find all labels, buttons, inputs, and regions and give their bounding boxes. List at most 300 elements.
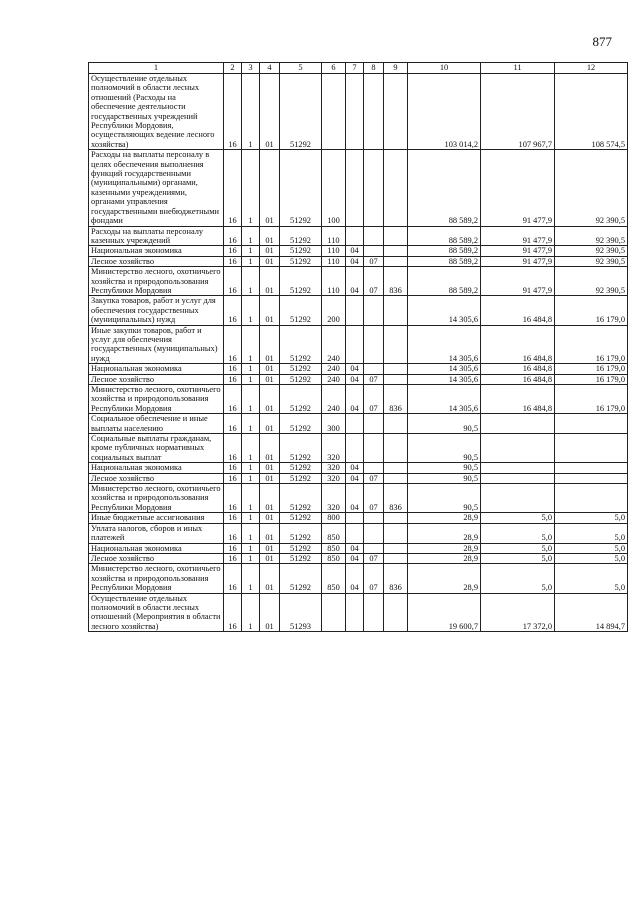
cell-amount-12: 92 390,5: [555, 267, 628, 296]
cell-code-6: 110: [322, 267, 346, 296]
cell-amount-11: 5,0: [481, 564, 555, 593]
cell-code-3: 1: [242, 364, 260, 374]
cell-code-6: 240: [322, 374, 346, 384]
cell-code-8: [364, 543, 384, 553]
col-header-6: 6: [322, 63, 346, 74]
table-row: [89, 374, 628, 384]
cell-amount-12: 5,0: [555, 513, 628, 523]
cell-code-4: 01: [260, 150, 280, 226]
cell-amount-12: [555, 434, 628, 463]
cell-code-9: [384, 414, 408, 434]
cell-code-7: 04: [346, 564, 364, 593]
cell-code-2: 16: [224, 593, 242, 632]
cell-code-7: [346, 523, 364, 543]
cell-amount-11: 16 484,8: [481, 296, 555, 325]
cell-name: Закупка товаров, работ и услуг для обеспечения государственных (муниципальных) нужд: [89, 296, 224, 325]
cell-code-9: [384, 593, 408, 632]
cell-code-4: 01: [260, 473, 280, 483]
cell-code-4: 01: [260, 296, 280, 325]
cell-code-3: 1: [242, 256, 260, 266]
cell-amount-11: 16 484,8: [481, 325, 555, 364]
table-body: [89, 74, 628, 632]
cell-code-6: 240: [322, 325, 346, 364]
cell-code-2: 16: [224, 296, 242, 325]
cell-code-2: 16: [224, 364, 242, 374]
cell-amount-10: 28,9: [408, 553, 481, 563]
cell-name: Иные бюджетные ассигнования: [89, 513, 224, 523]
cell-code-9: [384, 543, 408, 553]
cell-code-6: 800: [322, 513, 346, 523]
table-row: [89, 543, 628, 553]
cell-code-5: 51293: [280, 593, 322, 632]
cell-code-8: 07: [364, 267, 384, 296]
cell-code-5: 51292: [280, 463, 322, 473]
cell-code-4: 01: [260, 267, 280, 296]
cell-code-6: 850: [322, 553, 346, 563]
cell-name: Национальная экономика: [89, 246, 224, 256]
cell-code-4: 01: [260, 74, 280, 150]
cell-code-4: 01: [260, 364, 280, 374]
col-header-5: 5: [280, 63, 322, 74]
cell-code-7: [346, 325, 364, 364]
cell-code-4: 01: [260, 553, 280, 563]
cell-code-6: [322, 74, 346, 150]
cell-code-2: 16: [224, 267, 242, 296]
cell-code-6: 850: [322, 564, 346, 593]
cell-code-4: 01: [260, 593, 280, 632]
cell-code-7: [346, 593, 364, 632]
cell-code-5: 51292: [280, 226, 322, 246]
cell-code-5: 51292: [280, 385, 322, 414]
cell-amount-12: 5,0: [555, 543, 628, 553]
cell-amount-11: [481, 484, 555, 513]
cell-code-6: 100: [322, 150, 346, 226]
cell-amount-10: 14 305,6: [408, 374, 481, 384]
budget-table: [88, 62, 628, 632]
cell-code-4: 01: [260, 434, 280, 463]
cell-amount-12: [555, 484, 628, 513]
cell-code-8: 07: [364, 564, 384, 593]
cell-code-4: 01: [260, 325, 280, 364]
cell-code-3: 1: [242, 374, 260, 384]
col-header-11: 11: [481, 63, 555, 74]
cell-code-4: 01: [260, 463, 280, 473]
cell-amount-11: [481, 434, 555, 463]
cell-amount-10: 88 589,2: [408, 267, 481, 296]
cell-amount-10: 90,5: [408, 484, 481, 513]
cell-code-6: 320: [322, 473, 346, 483]
cell-name: Министерство лесного, охотничьего хозяйства и природопользования Республики Мордовия: [89, 484, 224, 513]
cell-amount-10: 19 600,7: [408, 593, 481, 632]
cell-code-7: [346, 74, 364, 150]
cell-amount-11: 5,0: [481, 513, 555, 523]
table-row: [89, 246, 628, 256]
cell-code-8: 07: [364, 473, 384, 483]
cell-code-9: [384, 513, 408, 523]
cell-code-7: 04: [346, 385, 364, 414]
cell-code-7: [346, 513, 364, 523]
cell-code-7: 04: [346, 246, 364, 256]
cell-code-8: [364, 150, 384, 226]
cell-amount-12: [555, 463, 628, 473]
cell-code-8: 07: [364, 374, 384, 384]
cell-code-2: 16: [224, 150, 242, 226]
cell-code-7: 04: [346, 473, 364, 483]
cell-code-5: 51292: [280, 553, 322, 563]
cell-code-7: 04: [346, 553, 364, 563]
cell-code-4: 01: [260, 543, 280, 553]
cell-amount-12: [555, 414, 628, 434]
cell-code-9: 836: [384, 267, 408, 296]
cell-name: Национальная экономика: [89, 463, 224, 473]
cell-amount-12: 16 179,0: [555, 374, 628, 384]
cell-code-2: 16: [224, 385, 242, 414]
cell-code-4: 01: [260, 256, 280, 266]
table-row: [89, 385, 628, 414]
cell-amount-12: 16 179,0: [555, 325, 628, 364]
cell-amount-11: 91 477,9: [481, 267, 555, 296]
cell-code-7: [346, 434, 364, 463]
col-header-12: 12: [555, 63, 628, 74]
cell-code-2: 16: [224, 523, 242, 543]
cell-code-5: 51292: [280, 74, 322, 150]
cell-code-9: [384, 434, 408, 463]
cell-amount-12: 5,0: [555, 553, 628, 563]
cell-name: Осуществление отдельных полномочий в области лесных отношений (Расходы на обеспечение деятельности государственных учреждений Республики Мордовия, осуществляющих ведение лесного хозяйства): [89, 74, 224, 150]
cell-code-2: 16: [224, 513, 242, 523]
cell-code-5: 51292: [280, 364, 322, 374]
cell-amount-10: 14 305,6: [408, 364, 481, 374]
col-header-2: 2: [224, 63, 242, 74]
table-row: [89, 523, 628, 543]
cell-code-9: [384, 463, 408, 473]
cell-code-9: [384, 523, 408, 543]
cell-amount-10: 28,9: [408, 564, 481, 593]
cell-code-4: 01: [260, 414, 280, 434]
table-row: [89, 150, 628, 226]
cell-code-3: 1: [242, 296, 260, 325]
cell-code-9: 836: [384, 564, 408, 593]
col-header-7: 7: [346, 63, 364, 74]
cell-amount-10: 14 305,6: [408, 385, 481, 414]
cell-name: Расходы на выплаты персоналу в целях обеспечения выполнения функций государственными (муниципальными) органами, казенными учреждениями, органами управления государственными внебюджетными фондами: [89, 150, 224, 226]
cell-code-2: 16: [224, 434, 242, 463]
cell-code-9: [384, 74, 408, 150]
cell-code-2: 16: [224, 484, 242, 513]
cell-code-5: 51292: [280, 150, 322, 226]
col-header-10: 10: [408, 63, 481, 74]
cell-amount-10: 88 589,2: [408, 246, 481, 256]
cell-code-9: [384, 374, 408, 384]
cell-code-9: [384, 150, 408, 226]
cell-code-2: 16: [224, 74, 242, 150]
cell-code-9: [384, 246, 408, 256]
cell-code-5: 51292: [280, 484, 322, 513]
cell-amount-11: [481, 473, 555, 483]
table-row: [89, 513, 628, 523]
cell-name: Уплата налогов, сборов и иных платежей: [89, 523, 224, 543]
cell-code-8: [364, 226, 384, 246]
cell-amount-12: [555, 473, 628, 483]
table-row: [89, 484, 628, 513]
cell-code-3: 1: [242, 246, 260, 256]
cell-code-8: [364, 463, 384, 473]
cell-amount-12: 16 179,0: [555, 296, 628, 325]
cell-code-8: [364, 523, 384, 543]
cell-code-8: [364, 364, 384, 374]
cell-code-3: 1: [242, 385, 260, 414]
cell-name: Лесное хозяйство: [89, 374, 224, 384]
cell-amount-10: 14 305,6: [408, 325, 481, 364]
cell-code-6: [322, 593, 346, 632]
cell-code-9: 836: [384, 484, 408, 513]
cell-name: Министерство лесного, охотничьего хозяйства и природопользования Республики Мордовия: [89, 267, 224, 296]
cell-code-5: 51292: [280, 434, 322, 463]
cell-code-8: [364, 74, 384, 150]
cell-code-2: 16: [224, 473, 242, 483]
cell-code-2: 16: [224, 256, 242, 266]
cell-amount-12: 92 390,5: [555, 150, 628, 226]
table-row: [89, 593, 628, 632]
cell-amount-11: [481, 414, 555, 434]
cell-amount-11: 16 484,8: [481, 385, 555, 414]
cell-amount-10: 88 589,2: [408, 256, 481, 266]
cell-code-3: 1: [242, 267, 260, 296]
cell-name: Социальное обеспечение и иные выплаты населению: [89, 414, 224, 434]
cell-amount-10: 28,9: [408, 523, 481, 543]
table-row: [89, 296, 628, 325]
cell-code-2: 16: [224, 553, 242, 563]
col-header-4: 4: [260, 63, 280, 74]
cell-code-7: [346, 226, 364, 246]
cell-code-7: [346, 414, 364, 434]
cell-code-6: 200: [322, 296, 346, 325]
cell-code-3: 1: [242, 74, 260, 150]
cell-code-9: [384, 553, 408, 563]
cell-code-9: [384, 226, 408, 246]
cell-code-2: 16: [224, 246, 242, 256]
cell-amount-10: 103 014,2: [408, 74, 481, 150]
cell-amount-11: 16 484,8: [481, 374, 555, 384]
cell-amount-11: 5,0: [481, 553, 555, 563]
col-header-8: 8: [364, 63, 384, 74]
cell-amount-10: 90,5: [408, 473, 481, 483]
page-number: 877: [592, 34, 612, 49]
cell-code-6: 850: [322, 543, 346, 553]
cell-code-5: 51292: [280, 325, 322, 364]
cell-code-6: 320: [322, 434, 346, 463]
cell-amount-11: 91 477,9: [481, 256, 555, 266]
cell-code-6: 300: [322, 414, 346, 434]
cell-name: Осуществление отдельных полномочий в области лесных отношений (Мероприятия в области лесного хозяйства): [89, 593, 224, 632]
table-row: [89, 256, 628, 266]
table-row: [89, 74, 628, 150]
cell-code-2: 16: [224, 226, 242, 246]
cell-code-3: 1: [242, 434, 260, 463]
cell-code-7: 04: [346, 374, 364, 384]
cell-code-9: [384, 364, 408, 374]
cell-amount-11: 91 477,9: [481, 226, 555, 246]
cell-name: Национальная экономика: [89, 543, 224, 553]
table-row: [89, 364, 628, 374]
cell-code-4: 01: [260, 374, 280, 384]
cell-code-3: 1: [242, 226, 260, 246]
cell-code-6: 240: [322, 385, 346, 414]
cell-code-5: 51292: [280, 564, 322, 593]
cell-code-2: 16: [224, 564, 242, 593]
cell-amount-11: 17 372,0: [481, 593, 555, 632]
cell-code-9: [384, 296, 408, 325]
cell-name: Национальная экономика: [89, 364, 224, 374]
cell-amount-11: 16 484,8: [481, 364, 555, 374]
cell-amount-12: 92 390,5: [555, 226, 628, 246]
cell-amount-10: 28,9: [408, 513, 481, 523]
cell-code-7: 04: [346, 364, 364, 374]
cell-amount-10: 90,5: [408, 414, 481, 434]
cell-code-5: 51292: [280, 374, 322, 384]
cell-name: Лесное хозяйство: [89, 256, 224, 266]
cell-code-6: 240: [322, 364, 346, 374]
cell-code-7: 04: [346, 267, 364, 296]
cell-code-8: [364, 593, 384, 632]
cell-name: Расходы на выплаты персоналу казенных учреждений: [89, 226, 224, 246]
cell-name: Министерство лесного, охотничьего хозяйства и природопользования Республики Мордовия: [89, 385, 224, 414]
col-header-3: 3: [242, 63, 260, 74]
cell-code-5: 51292: [280, 523, 322, 543]
col-header-9: 9: [384, 63, 408, 74]
cell-code-8: [364, 513, 384, 523]
cell-code-7: [346, 150, 364, 226]
cell-name: Лесное хозяйство: [89, 473, 224, 483]
cell-amount-10: 14 305,6: [408, 296, 481, 325]
cell-code-3: 1: [242, 513, 260, 523]
cell-code-6: 850: [322, 523, 346, 543]
table-row: [89, 325, 628, 364]
cell-code-8: [364, 296, 384, 325]
cell-code-4: 01: [260, 513, 280, 523]
cell-amount-10: 88 589,2: [408, 226, 481, 246]
table-row: [89, 553, 628, 563]
table-row: [89, 473, 628, 483]
cell-code-3: 1: [242, 150, 260, 226]
cell-code-8: 07: [364, 553, 384, 563]
cell-code-4: 01: [260, 226, 280, 246]
cell-name: Министерство лесного, охотничьего хозяйства и природопользования Республики Мордовия: [89, 564, 224, 593]
cell-code-3: 1: [242, 463, 260, 473]
cell-code-9: [384, 325, 408, 364]
table-row: [89, 564, 628, 593]
table-row: [89, 414, 628, 434]
cell-amount-12: 92 390,5: [555, 246, 628, 256]
cell-code-4: 01: [260, 523, 280, 543]
cell-code-2: 16: [224, 543, 242, 553]
cell-code-4: 01: [260, 484, 280, 513]
cell-code-8: [364, 325, 384, 364]
cell-code-5: 51292: [280, 267, 322, 296]
col-header-1: 1: [89, 63, 224, 74]
cell-code-5: 51292: [280, 473, 322, 483]
cell-code-8: 07: [364, 385, 384, 414]
cell-code-8: 07: [364, 484, 384, 513]
cell-code-3: 1: [242, 523, 260, 543]
cell-code-2: 16: [224, 374, 242, 384]
cell-code-9: 836: [384, 385, 408, 414]
cell-code-5: 51292: [280, 543, 322, 553]
cell-code-2: 16: [224, 414, 242, 434]
cell-code-9: [384, 473, 408, 483]
cell-amount-12: 16 179,0: [555, 385, 628, 414]
cell-code-3: 1: [242, 325, 260, 364]
cell-amount-12: 5,0: [555, 564, 628, 593]
cell-code-4: 01: [260, 246, 280, 256]
cell-amount-12: 14 894,7: [555, 593, 628, 632]
cell-amount-10: 90,5: [408, 463, 481, 473]
cell-code-8: 07: [364, 256, 384, 266]
cell-code-5: 51292: [280, 414, 322, 434]
cell-code-8: [364, 246, 384, 256]
cell-code-6: 110: [322, 246, 346, 256]
cell-name: Иные закупки товаров, работ и услуг для обеспечения государственных (муниципальных) нужд: [89, 325, 224, 364]
cell-code-7: 04: [346, 543, 364, 553]
cell-code-6: 110: [322, 256, 346, 266]
cell-code-4: 01: [260, 564, 280, 593]
cell-code-5: 51292: [280, 256, 322, 266]
cell-amount-11: 107 967,7: [481, 74, 555, 150]
table-row: [89, 226, 628, 246]
cell-code-2: 16: [224, 463, 242, 473]
cell-code-2: 16: [224, 325, 242, 364]
cell-code-3: 1: [242, 473, 260, 483]
cell-name: Социальные выплаты гражданам, кроме публичных нормативных социальных выплат: [89, 434, 224, 463]
cell-amount-11: 91 477,9: [481, 150, 555, 226]
table-row: [89, 463, 628, 473]
cell-amount-10: 90,5: [408, 434, 481, 463]
cell-amount-10: 88 589,2: [408, 150, 481, 226]
cell-code-3: 1: [242, 564, 260, 593]
cell-amount-11: [481, 463, 555, 473]
cell-code-6: 320: [322, 463, 346, 473]
cell-code-7: 04: [346, 463, 364, 473]
cell-amount-12: 92 390,5: [555, 256, 628, 266]
cell-code-7: [346, 296, 364, 325]
cell-amount-12: 108 574,5: [555, 74, 628, 150]
cell-code-8: [364, 434, 384, 463]
cell-amount-11: 5,0: [481, 523, 555, 543]
table-row: [89, 434, 628, 463]
cell-code-3: 1: [242, 543, 260, 553]
cell-code-3: 1: [242, 484, 260, 513]
cell-code-6: 320: [322, 484, 346, 513]
cell-code-5: 51292: [280, 296, 322, 325]
cell-code-7: 04: [346, 484, 364, 513]
cell-amount-11: 5,0: [481, 543, 555, 553]
cell-name: Лесное хозяйство: [89, 553, 224, 563]
cell-code-3: 1: [242, 593, 260, 632]
cell-code-9: [384, 256, 408, 266]
table-row: [89, 267, 628, 296]
cell-code-8: [364, 414, 384, 434]
cell-code-6: 110: [322, 226, 346, 246]
cell-code-3: 1: [242, 553, 260, 563]
cell-amount-11: 91 477,9: [481, 246, 555, 256]
cell-code-5: 51292: [280, 246, 322, 256]
cell-code-3: 1: [242, 414, 260, 434]
cell-code-5: 51292: [280, 513, 322, 523]
cell-amount-12: 16 179,0: [555, 364, 628, 374]
cell-code-4: 01: [260, 385, 280, 414]
cell-code-7: 04: [346, 256, 364, 266]
header-row: [89, 63, 628, 74]
